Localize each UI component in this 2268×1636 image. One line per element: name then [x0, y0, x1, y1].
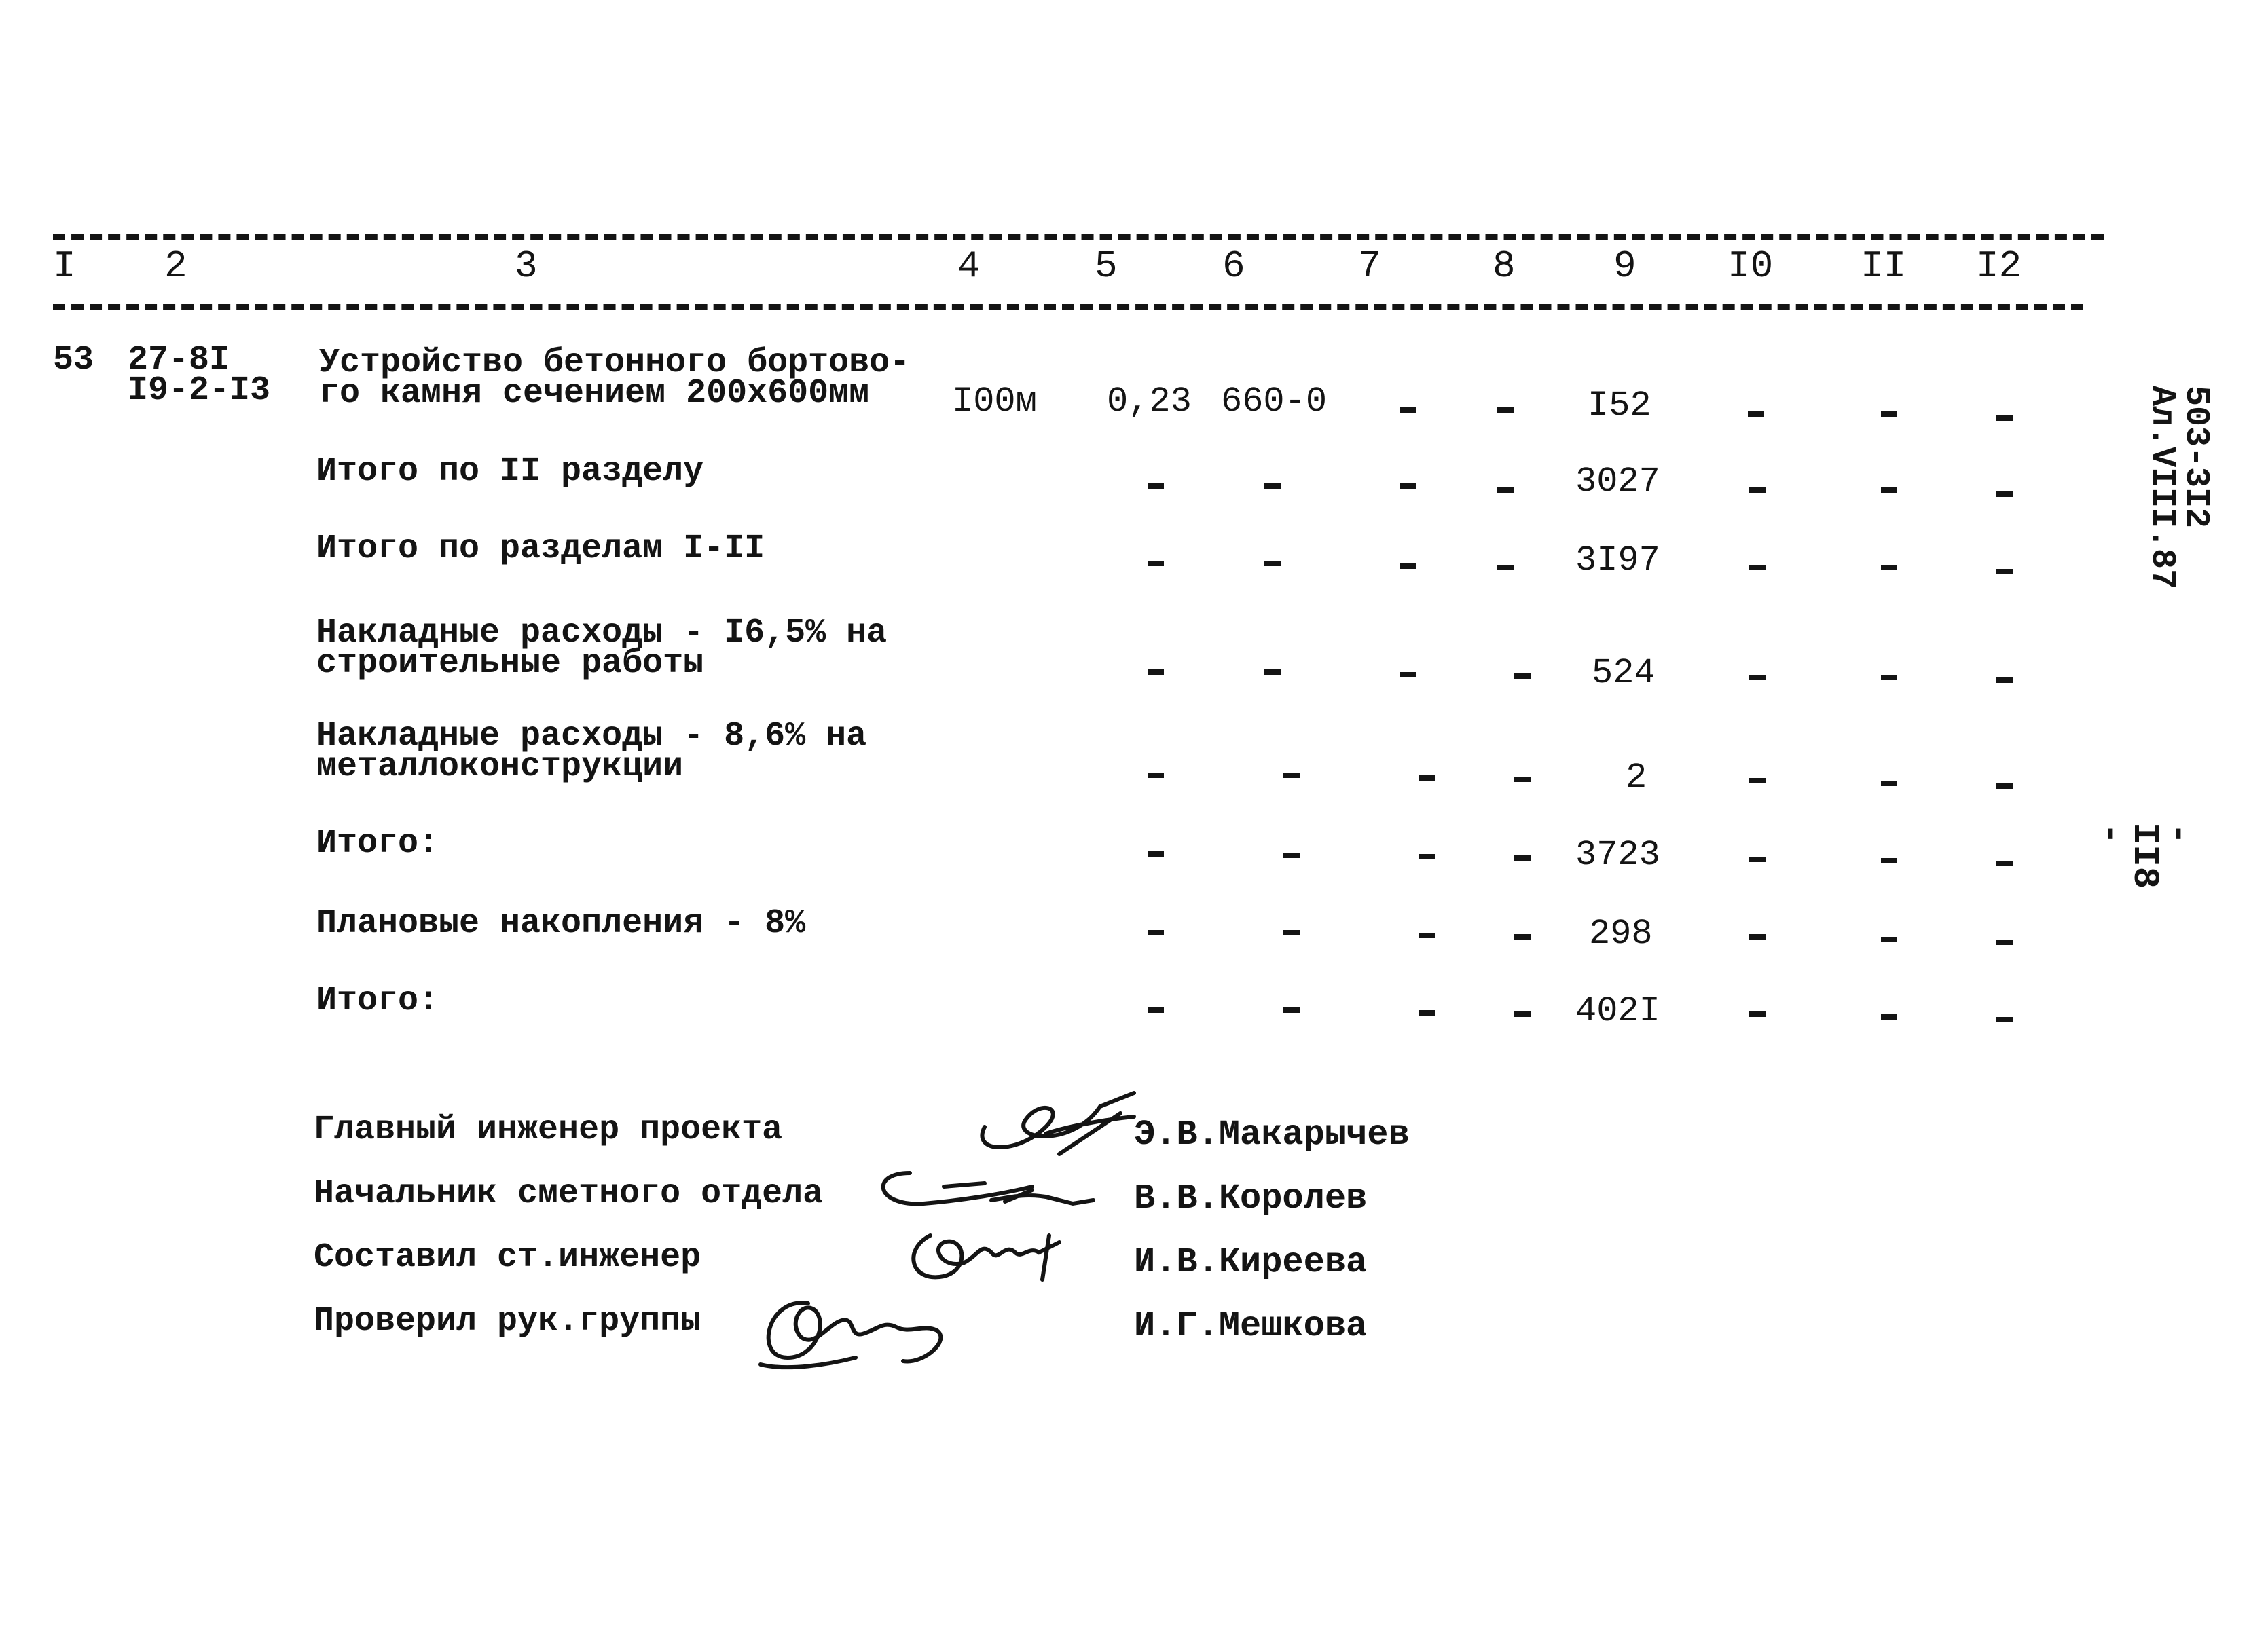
dash-mark — [1148, 561, 1164, 566]
dash-mark — [1283, 930, 1300, 935]
dash-mark — [1996, 677, 2013, 683]
item-code-1: 27-8I — [128, 341, 230, 379]
margin-album-text: Ал.VIII.87 — [2142, 386, 2181, 590]
dash-mark — [1283, 853, 1300, 858]
signature-role: Составил ст.инженер — [314, 1238, 701, 1277]
margin-page-number: - II8 - — [2089, 823, 2199, 889]
col-header-12: I2 — [1976, 244, 2022, 288]
dash-mark — [1749, 857, 1766, 862]
dash-mark — [1881, 1014, 1897, 1020]
signature-role: Начальник сметного отдела — [314, 1174, 824, 1213]
summary-label: Итого по разделам I-II — [316, 529, 765, 568]
dash-mark — [1264, 561, 1281, 566]
dash-mark — [1514, 1011, 1531, 1017]
dash-mark — [1996, 491, 2013, 497]
dash-mark — [1996, 415, 2013, 421]
summary-label-cont: строительные работы — [316, 644, 704, 683]
dash-mark — [1148, 1007, 1164, 1013]
header-bottom-rule — [53, 304, 2083, 310]
handwritten-signature — [903, 1215, 1080, 1290]
col-header-11: II — [1861, 244, 1907, 288]
summary-label: Накладные расходы - 8,6% на — [316, 717, 867, 756]
dash-mark — [1881, 858, 1897, 863]
signature-name: Э.В.Макарычев — [1134, 1115, 1410, 1155]
header-top-rule — [53, 234, 2104, 240]
handwritten-signature — [747, 1283, 964, 1378]
signature-role: Проверил рук.группы — [314, 1302, 701, 1341]
dash-mark — [1283, 1007, 1300, 1013]
col-header-3: 3 — [515, 244, 538, 288]
dash-mark — [1881, 675, 1897, 680]
col-header-2: 2 — [164, 244, 187, 288]
col-header-4: 4 — [957, 244, 981, 288]
item-quantity: 0,23 — [1107, 382, 1192, 422]
margin-doc-code — [2142, 386, 2215, 590]
dash-mark — [1748, 411, 1764, 417]
dash-mark — [1996, 861, 2013, 866]
col-header-10: I0 — [1727, 244, 1774, 288]
dash-mark — [1264, 483, 1281, 489]
dash-mark — [1400, 563, 1416, 569]
dash-mark — [1996, 783, 2013, 789]
dash-mark — [1419, 775, 1435, 781]
dash-mark — [1514, 777, 1531, 782]
dash-mark — [1881, 781, 1897, 786]
dash-mark — [1749, 675, 1766, 680]
signature-name: И.В.Киреева — [1134, 1242, 1368, 1282]
dash-mark — [1996, 940, 2013, 945]
summary-label-cont: металлоконструкции — [316, 747, 684, 786]
dash-mark — [1881, 487, 1897, 493]
dash-mark — [1881, 565, 1897, 570]
dash-mark — [1148, 851, 1164, 857]
dash-mark — [1749, 1011, 1766, 1017]
item-price: 660-0 — [1221, 382, 1328, 422]
col-header-1: I — [53, 244, 76, 288]
dash-mark — [1419, 1010, 1435, 1016]
summary-label: Итого по II разделу — [316, 452, 704, 491]
col-header-8: 8 — [1493, 244, 1516, 288]
col-header-7: 7 — [1358, 244, 1381, 288]
summary-label: Плановые накопления - 8% — [316, 904, 806, 943]
dash-mark — [1749, 778, 1766, 783]
dash-mark — [1996, 569, 2013, 574]
col-header-9: 9 — [1613, 244, 1636, 288]
dash-mark — [1497, 407, 1514, 413]
col-header-5: 5 — [1095, 244, 1118, 288]
dash-mark — [1749, 565, 1766, 570]
dash-mark — [1264, 669, 1281, 675]
item-total: I52 — [1588, 386, 1651, 426]
summary-total: 402I — [1575, 991, 1660, 1031]
summary-total: 3723 — [1575, 835, 1660, 875]
handwritten-signature — [964, 1086, 1168, 1168]
dash-mark — [1148, 773, 1164, 778]
dash-mark — [1400, 483, 1416, 489]
dash-mark — [1497, 565, 1514, 570]
summary-total: 3027 — [1575, 462, 1660, 502]
margin-doc-code-text: 503-3I2 — [2176, 386, 2215, 529]
dash-mark — [1881, 411, 1897, 417]
dash-mark — [1514, 934, 1531, 940]
signature-name: И.Г.Мешкова — [1134, 1306, 1368, 1346]
summary-total: 2 — [1626, 758, 1647, 798]
dash-mark — [1419, 854, 1435, 859]
dash-mark — [1400, 407, 1416, 413]
dash-mark — [1514, 855, 1531, 861]
dash-mark — [1749, 934, 1766, 940]
col-header-6: 6 — [1222, 244, 1245, 288]
item-description-line-2: го камня сечением 200х600мм — [319, 374, 870, 413]
item-number: 53 — [53, 341, 94, 379]
item-description-line-1: Устройство бетонного бортово- — [319, 343, 911, 382]
dash-mark — [1749, 487, 1766, 493]
dash-mark — [1148, 930, 1164, 935]
dash-mark — [1283, 773, 1300, 778]
dash-mark — [1148, 669, 1164, 675]
summary-total: 298 — [1589, 914, 1653, 954]
dash-mark — [1419, 933, 1435, 938]
dash-mark — [1996, 1017, 2013, 1022]
dash-mark — [1514, 673, 1531, 679]
summary-label: Итого: — [316, 982, 439, 1020]
item-unit: I00м — [952, 382, 1037, 422]
signature-role: Главный инженер проекта — [314, 1111, 783, 1149]
summary-label: Накладные расходы - I6,5% на — [316, 614, 888, 652]
dash-mark — [1497, 487, 1514, 493]
dash-mark — [1881, 937, 1897, 942]
signature-name: В.В.Королев — [1134, 1178, 1368, 1219]
summary-label: Итого: — [316, 824, 439, 863]
dash-mark — [1148, 483, 1164, 489]
dash-mark — [1400, 672, 1416, 677]
summary-total: 524 — [1592, 653, 1656, 693]
item-code-2: I9-2-I3 — [128, 371, 271, 410]
summary-total: 3I97 — [1575, 540, 1660, 580]
handwritten-signature — [869, 1159, 1114, 1221]
